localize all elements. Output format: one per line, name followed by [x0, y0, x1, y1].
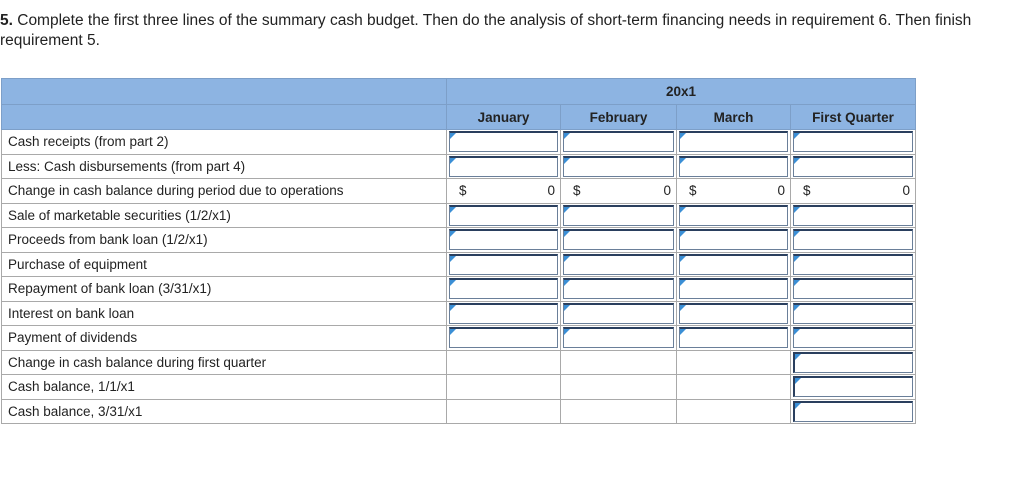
input-field[interactable] — [449, 303, 558, 324]
table-row — [2, 228, 916, 253]
cell-march — [677, 179, 791, 204]
input-field[interactable] — [679, 254, 788, 275]
row-label: Proceeds from bank loan (1/2/x1) — [2, 228, 447, 253]
input-field[interactable] — [563, 254, 674, 275]
cell-first-quarter — [791, 179, 916, 204]
header-blank — [2, 105, 447, 130]
instruction-text — [0, 11, 1020, 51]
cell-february — [561, 277, 677, 302]
cell-february — [561, 252, 677, 277]
input-field[interactable] — [563, 327, 674, 348]
cell-march — [677, 252, 791, 277]
column-header-january: January — [447, 105, 561, 130]
computed-value: 0 — [663, 183, 671, 199]
row-label: Change in cash balance during period due to operations — [2, 179, 447, 204]
input-field[interactable] — [563, 205, 674, 226]
instruction-number: 5. — [0, 12, 13, 29]
input-field[interactable] — [679, 156, 788, 177]
input-field[interactable] — [449, 254, 558, 275]
table-row — [2, 301, 916, 326]
computed-value: 0 — [902, 183, 910, 199]
cell-january — [447, 301, 561, 326]
input-field[interactable] — [449, 278, 558, 299]
cell-first-quarter — [791, 350, 916, 375]
cell-january — [447, 154, 561, 179]
currency-symbol: $ — [803, 183, 811, 199]
cell-february — [561, 130, 677, 155]
input-field[interactable] — [563, 229, 674, 250]
cell-first-quarter — [791, 228, 916, 253]
table-row — [2, 399, 916, 424]
input-field[interactable] — [793, 352, 913, 373]
cell-march — [677, 154, 791, 179]
input-field[interactable] — [793, 131, 913, 152]
cell-march — [677, 301, 791, 326]
cell-first-quarter — [791, 252, 916, 277]
input-field[interactable] — [563, 278, 674, 299]
row-label: Interest on bank loan — [2, 301, 447, 326]
input-field[interactable] — [793, 229, 913, 250]
year-header: 20x1 — [447, 79, 916, 105]
cell-first-quarter — [791, 277, 916, 302]
cell-january — [447, 375, 561, 400]
cell-january — [447, 350, 561, 375]
row-label: Purchase of equipment — [2, 252, 447, 277]
row-label: Cash receipts (from part 2) — [2, 130, 447, 155]
cell-february — [561, 350, 677, 375]
cell-january — [447, 130, 561, 155]
input-field[interactable] — [449, 327, 558, 348]
input-field[interactable] — [793, 254, 913, 275]
input-field[interactable] — [793, 327, 913, 348]
row-label: Cash balance, 1/1/x1 — [2, 375, 447, 400]
input-field[interactable] — [449, 156, 558, 177]
cell-january — [447, 252, 561, 277]
cell-february — [561, 154, 677, 179]
cell-january — [447, 326, 561, 351]
cell-march — [677, 326, 791, 351]
currency-symbol: $ — [689, 183, 697, 199]
table-row — [2, 203, 916, 228]
table-row — [2, 326, 916, 351]
summary-cash-budget-table — [1, 78, 916, 424]
input-field[interactable] — [793, 205, 913, 226]
cell-march — [677, 350, 791, 375]
computed-value: 0 — [547, 183, 555, 199]
cell-march — [677, 228, 791, 253]
input-field[interactable] — [449, 131, 558, 152]
row-label: Less: Cash disbursements (from part 4) — [2, 154, 447, 179]
column-header-february: February — [561, 105, 677, 130]
input-field[interactable] — [793, 376, 913, 397]
cell-january — [447, 203, 561, 228]
cell-january — [447, 228, 561, 253]
cell-march — [677, 203, 791, 228]
cell-first-quarter — [791, 399, 916, 424]
row-label: Change in cash balance during first quarter — [2, 350, 447, 375]
cell-first-quarter — [791, 375, 916, 400]
cell-first-quarter — [791, 130, 916, 155]
input-field[interactable] — [679, 303, 788, 324]
cell-first-quarter — [791, 154, 916, 179]
column-header-first-quarter: First Quarter — [791, 105, 916, 130]
header-row-columns — [2, 105, 916, 130]
cell-february — [561, 375, 677, 400]
input-field[interactable] — [679, 229, 788, 250]
cell-first-quarter — [791, 326, 916, 351]
row-label: Payment of dividends — [2, 326, 447, 351]
currency-symbol: $ — [459, 183, 467, 199]
input-field[interactable] — [563, 156, 674, 177]
header-blank — [2, 79, 447, 105]
cell-february — [561, 179, 677, 204]
input-field[interactable] — [679, 131, 788, 152]
table-row — [2, 252, 916, 277]
cell-march — [677, 375, 791, 400]
input-field[interactable] — [679, 327, 788, 348]
input-field[interactable] — [449, 229, 558, 250]
row-label: Repayment of bank loan (3/31/x1) — [2, 277, 447, 302]
cell-february — [561, 326, 677, 351]
table-row — [2, 375, 916, 400]
cell-march — [677, 130, 791, 155]
cell-january — [447, 399, 561, 424]
row-label: Cash balance, 3/31/x1 — [2, 399, 447, 424]
input-field[interactable] — [449, 205, 558, 226]
cell-february — [561, 228, 677, 253]
cell-first-quarter — [791, 301, 916, 326]
instruction-body: Complete the first three lines of the summary cash budget. Then do the analysis of short-term financing needs in requirement 6. Then finish requirement 5. — [0, 12, 972, 49]
currency-symbol: $ — [573, 183, 581, 199]
input-field[interactable] — [793, 303, 913, 324]
table-row — [2, 154, 916, 179]
cell-january — [447, 277, 561, 302]
cell-march — [677, 399, 791, 424]
cell-march — [677, 277, 791, 302]
cell-february — [561, 399, 677, 424]
input-field[interactable] — [793, 401, 913, 422]
cell-february — [561, 203, 677, 228]
table-row — [2, 350, 916, 375]
column-header-march: March — [677, 105, 791, 130]
cell-first-quarter — [791, 203, 916, 228]
table-row — [2, 277, 916, 302]
table-row — [2, 130, 916, 155]
table-row — [2, 179, 916, 204]
header-row-year — [2, 79, 916, 105]
input-field[interactable] — [679, 278, 788, 299]
input-field[interactable] — [679, 205, 788, 226]
input-field[interactable] — [793, 278, 913, 299]
input-field[interactable] — [563, 303, 674, 324]
input-field[interactable] — [563, 131, 674, 152]
cell-february — [561, 301, 677, 326]
row-label: Sale of marketable securities (1/2/x1) — [2, 203, 447, 228]
input-field[interactable] — [793, 156, 913, 177]
cell-january — [447, 179, 561, 204]
computed-value: 0 — [777, 183, 785, 199]
